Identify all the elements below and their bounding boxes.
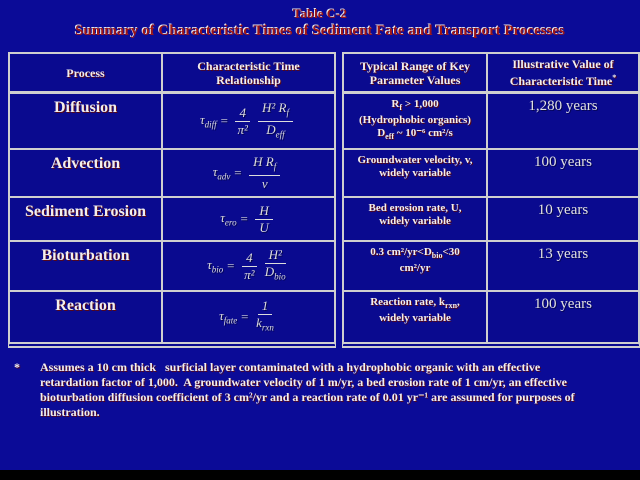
process-bioturbation: Bioturbation (10, 242, 163, 292)
value-bioturbation: 13 years (488, 242, 638, 292)
value-advection: 100 years (488, 150, 638, 198)
formula-advection (163, 150, 334, 198)
header-illustrative-value: Illustrative Value of Characteristic Time* (488, 54, 638, 94)
process-advection: Advection (10, 150, 163, 198)
header-process (10, 54, 163, 94)
range-sediment-erosion: Bed erosion rate, U, widely variable (344, 198, 488, 242)
formula-diffusion (163, 94, 334, 150)
table-number: Table C-2 (292, 6, 348, 21)
bottom-black-bar (0, 470, 640, 480)
right-table (342, 52, 640, 348)
left-table (8, 52, 336, 348)
header-parameter-range: Typical Range of Key Parameter Values (344, 54, 488, 94)
footnote (14, 360, 636, 420)
equation: $\tau_{fate}$ = $\frac{1}{k_{rxn}}$ (219, 298, 274, 333)
formula-sediment-erosion (163, 198, 334, 242)
process-diffusion: Diffusion (10, 94, 163, 150)
value-diffusion: 1,280 years (488, 94, 638, 150)
equation: $\tau_{adv}$ = $\frac{H R_f}{v}$ (213, 155, 285, 191)
range-reaction: Reaction rate, $k_{rxn}$, widely variable (344, 292, 488, 342)
formula-reaction (163, 292, 334, 342)
header-relationship: Characteristic Time Relationship (163, 54, 334, 94)
formula-bioturbation (163, 242, 334, 292)
footnote-text: Assumes a 10 cm thick surficial layer contaminated with a hydrophobic organic with an effective retardation factor of 1,000. A groundwater velocity of 1 m/yr, a bed erosion rate of 1 cm/yr, an effective bioturbation diffusion coefficient of 3 cm²/yr and a reaction rate of 0.01 yr⁻¹ are assumed for purposes of illustration. (40, 360, 575, 419)
footnote-marker-sup: * (612, 73, 617, 82)
range-diffusion: $R_f > 1,000$ (Hydrophobic organics) $D_{eff}$ ~ 10⁻⁶ cm²/s (344, 94, 488, 150)
process-sediment-erosion: Sediment Erosion (10, 198, 163, 242)
header-process-label: Process (66, 65, 105, 80)
footnote-marker: * (14, 360, 20, 374)
slide-title-block (0, 6, 640, 40)
equation: $\tau_{ero}$ = $\frac{H}{U}$ (220, 204, 277, 235)
table-title: Summary of Characteristic Times of Sediment Fate and Transport Processes (75, 23, 565, 39)
value-sediment-erosion: 10 years (488, 198, 638, 242)
range-advection: Groundwater velocity, v, widely variable (344, 150, 488, 198)
process-reaction: Reaction (10, 292, 163, 342)
equation: $\tau_{diff}$ = $\frac{4}{\text{π²}}$ $\frac{H^2 R_f}{D_{eff}}$ (200, 101, 297, 141)
value-reaction: 100 years (534, 296, 592, 312)
range-bioturbation: 0.3 cm²/$yr<D_{bio}<30$ cm²/yr (344, 242, 488, 292)
equation: $\tau_{bio}$ = $\frac{4}{\text{π²}}$ $\frac{\text{H²}}{D_{bio}}$ (207, 247, 286, 282)
